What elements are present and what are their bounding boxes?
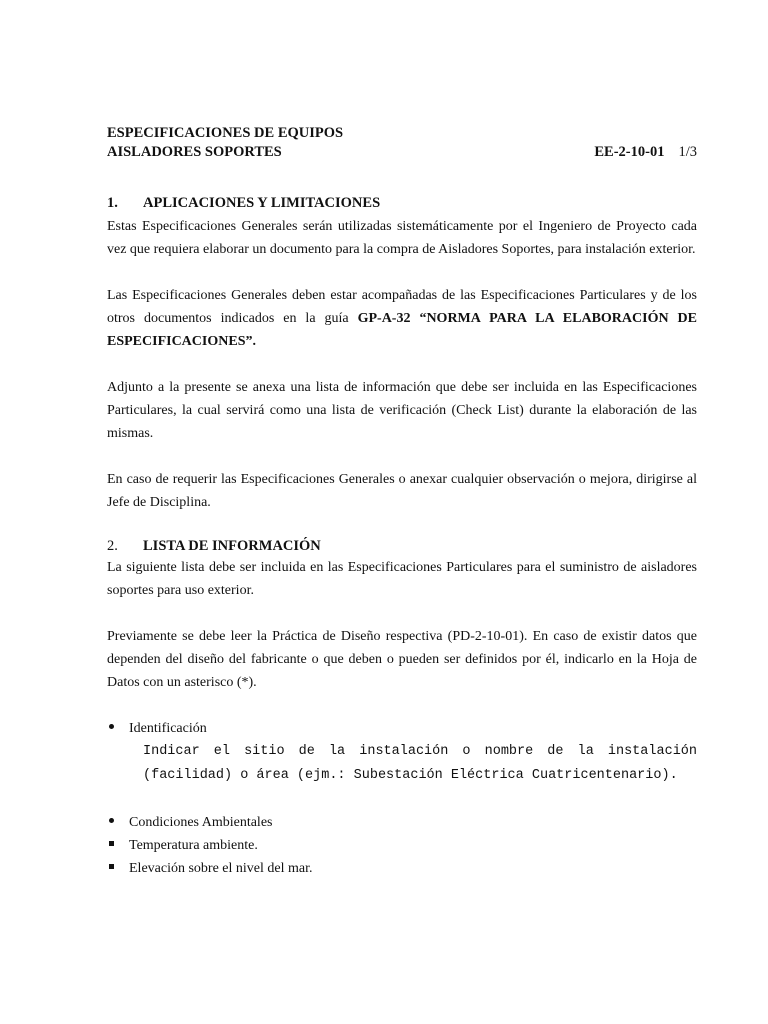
section-2-paragraph-1: La siguiente lista debe ser incluida en las Especificaciones Particulares para el suministro de aisladores soportes para uso exterior. (107, 560, 697, 598)
square-bullet-icon (107, 857, 129, 880)
document-code: EE-2-10-01 (594, 144, 665, 160)
list-item (107, 717, 697, 740)
section-1-title: APLICACIONES Y LIMITACIONES (143, 195, 381, 211)
section-1-heading (107, 194, 697, 213)
header-subtitle: AISLADORES SOPORTES (107, 144, 282, 160)
list-item (107, 811, 697, 834)
list-item-label: Identificación (129, 721, 207, 736)
document-body (107, 194, 697, 880)
list-item (107, 834, 697, 857)
bullet-icon (107, 811, 129, 834)
header-title: ESPECIFICACIONES DE EQUIPOS (107, 125, 344, 141)
section-1-paragraph-2 (107, 284, 697, 353)
bullet-icon (107, 717, 129, 740)
square-bullet-icon (107, 834, 129, 857)
section-2-number: 2. (107, 538, 118, 554)
list-item-note-wrap (107, 740, 697, 788)
section-2-title: LISTA DE INFORMACIÓN (143, 538, 321, 554)
list-item-label: Elevación sobre el nivel del mar. (129, 861, 313, 876)
list-item-label: Temperatura ambiente. (129, 838, 258, 853)
section-1-paragraph-3: Adjunto a la presente se anexa una lista de información que debe ser incluida en las Especificaciones Particulares, la cual servirá como una lista de verificación (Check List) durante la elaboración de las mismas. (107, 380, 697, 441)
header-code-group (594, 143, 697, 162)
page-number: 1/3 (678, 144, 697, 160)
list-item-note: Indicar el sitio de la instalación o nombre de la instalación (facilidad) o área (ejm.: Subestación Eléctrica Cuatricentenario). (143, 744, 697, 783)
section-1-paragraph-4: En caso de requerir las Especificaciones Generales o anexar cualquier observación o mejora, dirigirse al Jefe de Disciplina. (107, 472, 697, 510)
section-2-heading (107, 537, 697, 556)
list-item (107, 857, 697, 880)
section-1-paragraph-1: Estas Especificaciones Generales serán utilizadas sistemáticamente por el Ingeniero de Proyecto cada vez que requiera elaborar un documento para la compra de Aisladores Soportes, para instalación exterior. (107, 219, 697, 257)
section-2-paragraph-2: Previamente se debe leer la Práctica de Diseño respectiva (PD-2-10-01). En caso de existir datos que dependen del diseño del fabricante o que deben o pueden ser definidos por él, indicarlo en la Hoja de Datos con un asterisco (*). (107, 629, 697, 690)
document-header (107, 124, 697, 162)
list-item-label: Condiciones Ambientales (129, 815, 273, 830)
section-1-number: 1. (107, 195, 118, 211)
header-row (107, 143, 697, 162)
paragraph-2-reference: GP-A-32 “NORMA PARA LA ELABORACIÓN DE ESPECIFICACIONES”. (107, 311, 697, 349)
paragraph-2-text: Las Especificaciones Generales deben estar acompañadas de las Especificaciones Particulares y de los otros documentos indicados en la guía (107, 288, 697, 326)
